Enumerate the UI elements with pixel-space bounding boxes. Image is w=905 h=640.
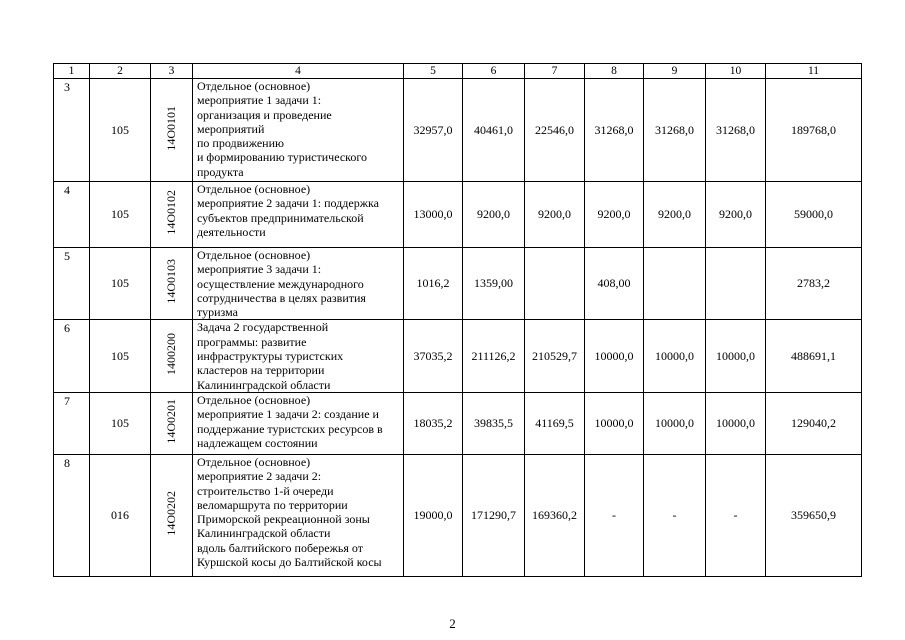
measure-name-line: Калининградской области xyxy=(197,526,331,541)
amount-cell xyxy=(525,248,585,320)
measure-name-line: Отдельное (основное) xyxy=(197,79,311,93)
amount-cell: 22546,0 xyxy=(525,79,585,182)
measure-name-line: и формированию туристического xyxy=(197,150,368,165)
row-number-cell: 7 xyxy=(54,392,90,454)
target-code-text: 14O0101 xyxy=(164,105,178,151)
row-number-cell: 5 xyxy=(54,248,90,320)
measure-name-line: мероприятий xyxy=(197,121,265,136)
table-row xyxy=(54,182,862,248)
header-cell: 10 xyxy=(706,64,766,79)
amount-cell: 41169,5 xyxy=(525,392,585,454)
measure-name-line: Отдельное (основное) xyxy=(197,454,311,469)
target-code-cell xyxy=(151,392,193,454)
measure-name-line: осуществление международного xyxy=(197,276,364,291)
measure-name-cell xyxy=(193,454,404,576)
measure-name-line: мероприятие 2 задачи 2: xyxy=(197,469,322,484)
target-code-text: 14O0202 xyxy=(164,491,178,536)
row-number-cell: 4 xyxy=(54,182,90,248)
measure-name-line: инфраструктуры туристских xyxy=(197,349,344,364)
target-code-cell xyxy=(151,320,193,392)
amount-cell: - xyxy=(706,454,766,576)
amount-cell xyxy=(644,248,706,320)
amount-cell: 10000,0 xyxy=(585,320,644,392)
amount-cell: 18035,2 xyxy=(404,392,463,454)
amount-cell: 1016,2 xyxy=(404,248,463,320)
measure-name-cell xyxy=(193,248,404,320)
measure-name-line: мероприятие 2 задачи 1: поддержка xyxy=(197,196,379,211)
measure-name-line: программы: развитие xyxy=(197,334,307,349)
target-code-text: 1400200 xyxy=(164,333,178,376)
table-row xyxy=(54,248,862,320)
amount-cell: 31268,0 xyxy=(585,79,644,182)
code-cell: 105 xyxy=(90,320,151,392)
header-cell: 8 xyxy=(585,64,644,79)
amount-cell: 488691,1 xyxy=(766,320,862,392)
measure-name-line: Отдельное (основное) xyxy=(197,182,311,196)
budget-table xyxy=(53,63,862,577)
target-code-text: 14O0201 xyxy=(164,399,178,444)
amount-cell: 1359,00 xyxy=(463,248,525,320)
header-cell: 3 xyxy=(151,64,193,79)
measure-name-line: веломаршрута по территории xyxy=(197,497,348,512)
amount-cell: 359650,9 xyxy=(766,454,862,576)
measure-name-line: мероприятие 1 задачи 1: xyxy=(197,93,322,108)
measure-name-line: строительство 1-й очереди xyxy=(197,483,334,498)
header-cell: 6 xyxy=(463,64,525,79)
measure-name-cell xyxy=(193,182,404,248)
header-cell: 2 xyxy=(90,64,151,79)
code-cell: 105 xyxy=(90,392,151,454)
code-cell: 016 xyxy=(90,454,151,576)
target-code-cell xyxy=(151,79,193,182)
code-cell: 105 xyxy=(90,248,151,320)
target-code-cell xyxy=(151,454,193,576)
amount-cell xyxy=(706,248,766,320)
header-cell: 1 xyxy=(54,64,90,79)
measure-name-line: деятельности xyxy=(197,224,266,239)
target-code-text: 14O0103 xyxy=(164,259,178,305)
header-cell: 11 xyxy=(766,64,862,79)
amount-cell: 171290,7 xyxy=(463,454,525,576)
amount-cell: 129040,2 xyxy=(766,392,862,454)
measure-name-line: Задача 2 государственной xyxy=(197,320,329,335)
target-code-cell xyxy=(151,248,193,320)
row-number-cell: 6 xyxy=(54,320,90,392)
amount-cell: 9200,0 xyxy=(525,182,585,248)
amount-cell: 2783,2 xyxy=(766,248,862,320)
measure-name-line: мероприятие 3 задачи 1: xyxy=(197,262,322,277)
amount-cell: 169360,2 xyxy=(525,454,585,576)
measure-name-line: по продвижению xyxy=(197,136,284,151)
amount-cell: 9200,0 xyxy=(706,182,766,248)
amount-cell: 59000,0 xyxy=(766,182,862,248)
measure-name-line: организация и проведение xyxy=(197,107,332,122)
header-row xyxy=(54,64,862,79)
amount-cell: 37035,2 xyxy=(404,320,463,392)
header-cell: 5 xyxy=(404,64,463,79)
amount-cell: 10000,0 xyxy=(585,392,644,454)
amount-cell: 9200,0 xyxy=(585,182,644,248)
amount-cell: 40461,0 xyxy=(463,79,525,182)
measure-name-line: Приморской рекреационной зоны xyxy=(197,512,370,527)
amount-cell: 9200,0 xyxy=(463,182,525,248)
amount-cell: 31268,0 xyxy=(706,79,766,182)
measure-name-line: поддержание туристских ресурсов в xyxy=(197,421,383,436)
measure-name-cell xyxy=(193,79,404,182)
amount-cell: 31268,0 xyxy=(644,79,706,182)
table-row xyxy=(54,79,862,182)
amount-cell: 211126,2 xyxy=(463,320,525,392)
measure-name-line: Отдельное (основное) xyxy=(197,392,311,407)
amount-cell: 408,00 xyxy=(585,248,644,320)
amount-cell: 10000,0 xyxy=(644,320,706,392)
measure-name-line: надлежащем состоянии xyxy=(197,435,318,450)
measure-name-cell xyxy=(193,320,404,392)
measure-name-line: вдоль балтийского побережья от xyxy=(197,540,363,555)
table-row xyxy=(54,320,862,392)
measure-name-line: мероприятие 1 задачи 2: создание и xyxy=(197,407,379,422)
amount-cell: 39835,5 xyxy=(463,392,525,454)
amount-cell: 10000,0 xyxy=(706,392,766,454)
amount-cell: 9200,0 xyxy=(644,182,706,248)
measure-name-line: продукта xyxy=(197,164,244,179)
measure-name-line: Отдельное (основное) xyxy=(197,248,311,262)
header-cell: 9 xyxy=(644,64,706,79)
measure-name-line: Куршской косы до Балтийской косы xyxy=(197,555,382,570)
code-cell: 105 xyxy=(90,79,151,182)
row-number-cell: 8 xyxy=(54,454,90,576)
measure-name-line: субъектов предпринимательской xyxy=(197,210,364,225)
table-row xyxy=(54,454,862,576)
measure-name-line: сотрудничества в целях развития xyxy=(197,290,366,305)
amount-cell: 10000,0 xyxy=(644,392,706,454)
measure-name-line: кластеров на территории xyxy=(197,363,325,378)
measure-name-cell xyxy=(193,392,404,454)
row-number-cell: 3 xyxy=(54,79,90,182)
amount-cell: 10000,0 xyxy=(706,320,766,392)
amount-cell: 189768,0 xyxy=(766,79,862,182)
header-cell: 4 xyxy=(193,64,404,79)
amount-cell: 19000,0 xyxy=(404,454,463,576)
amount-cell: 13000,0 xyxy=(404,182,463,248)
target-code-text: 14O0102 xyxy=(164,190,178,235)
table-row xyxy=(54,392,862,454)
amount-cell: - xyxy=(585,454,644,576)
header-cell: 7 xyxy=(525,64,585,79)
amount-cell: 210529,7 xyxy=(525,320,585,392)
measure-name-line: Калининградской области xyxy=(197,377,331,392)
page-number: 2 xyxy=(449,616,456,631)
target-code-cell xyxy=(151,182,193,248)
amount-cell: - xyxy=(644,454,706,576)
measure-name-line: туризма xyxy=(197,305,238,320)
amount-cell: 32957,0 xyxy=(404,79,463,182)
code-cell: 105 xyxy=(90,182,151,248)
